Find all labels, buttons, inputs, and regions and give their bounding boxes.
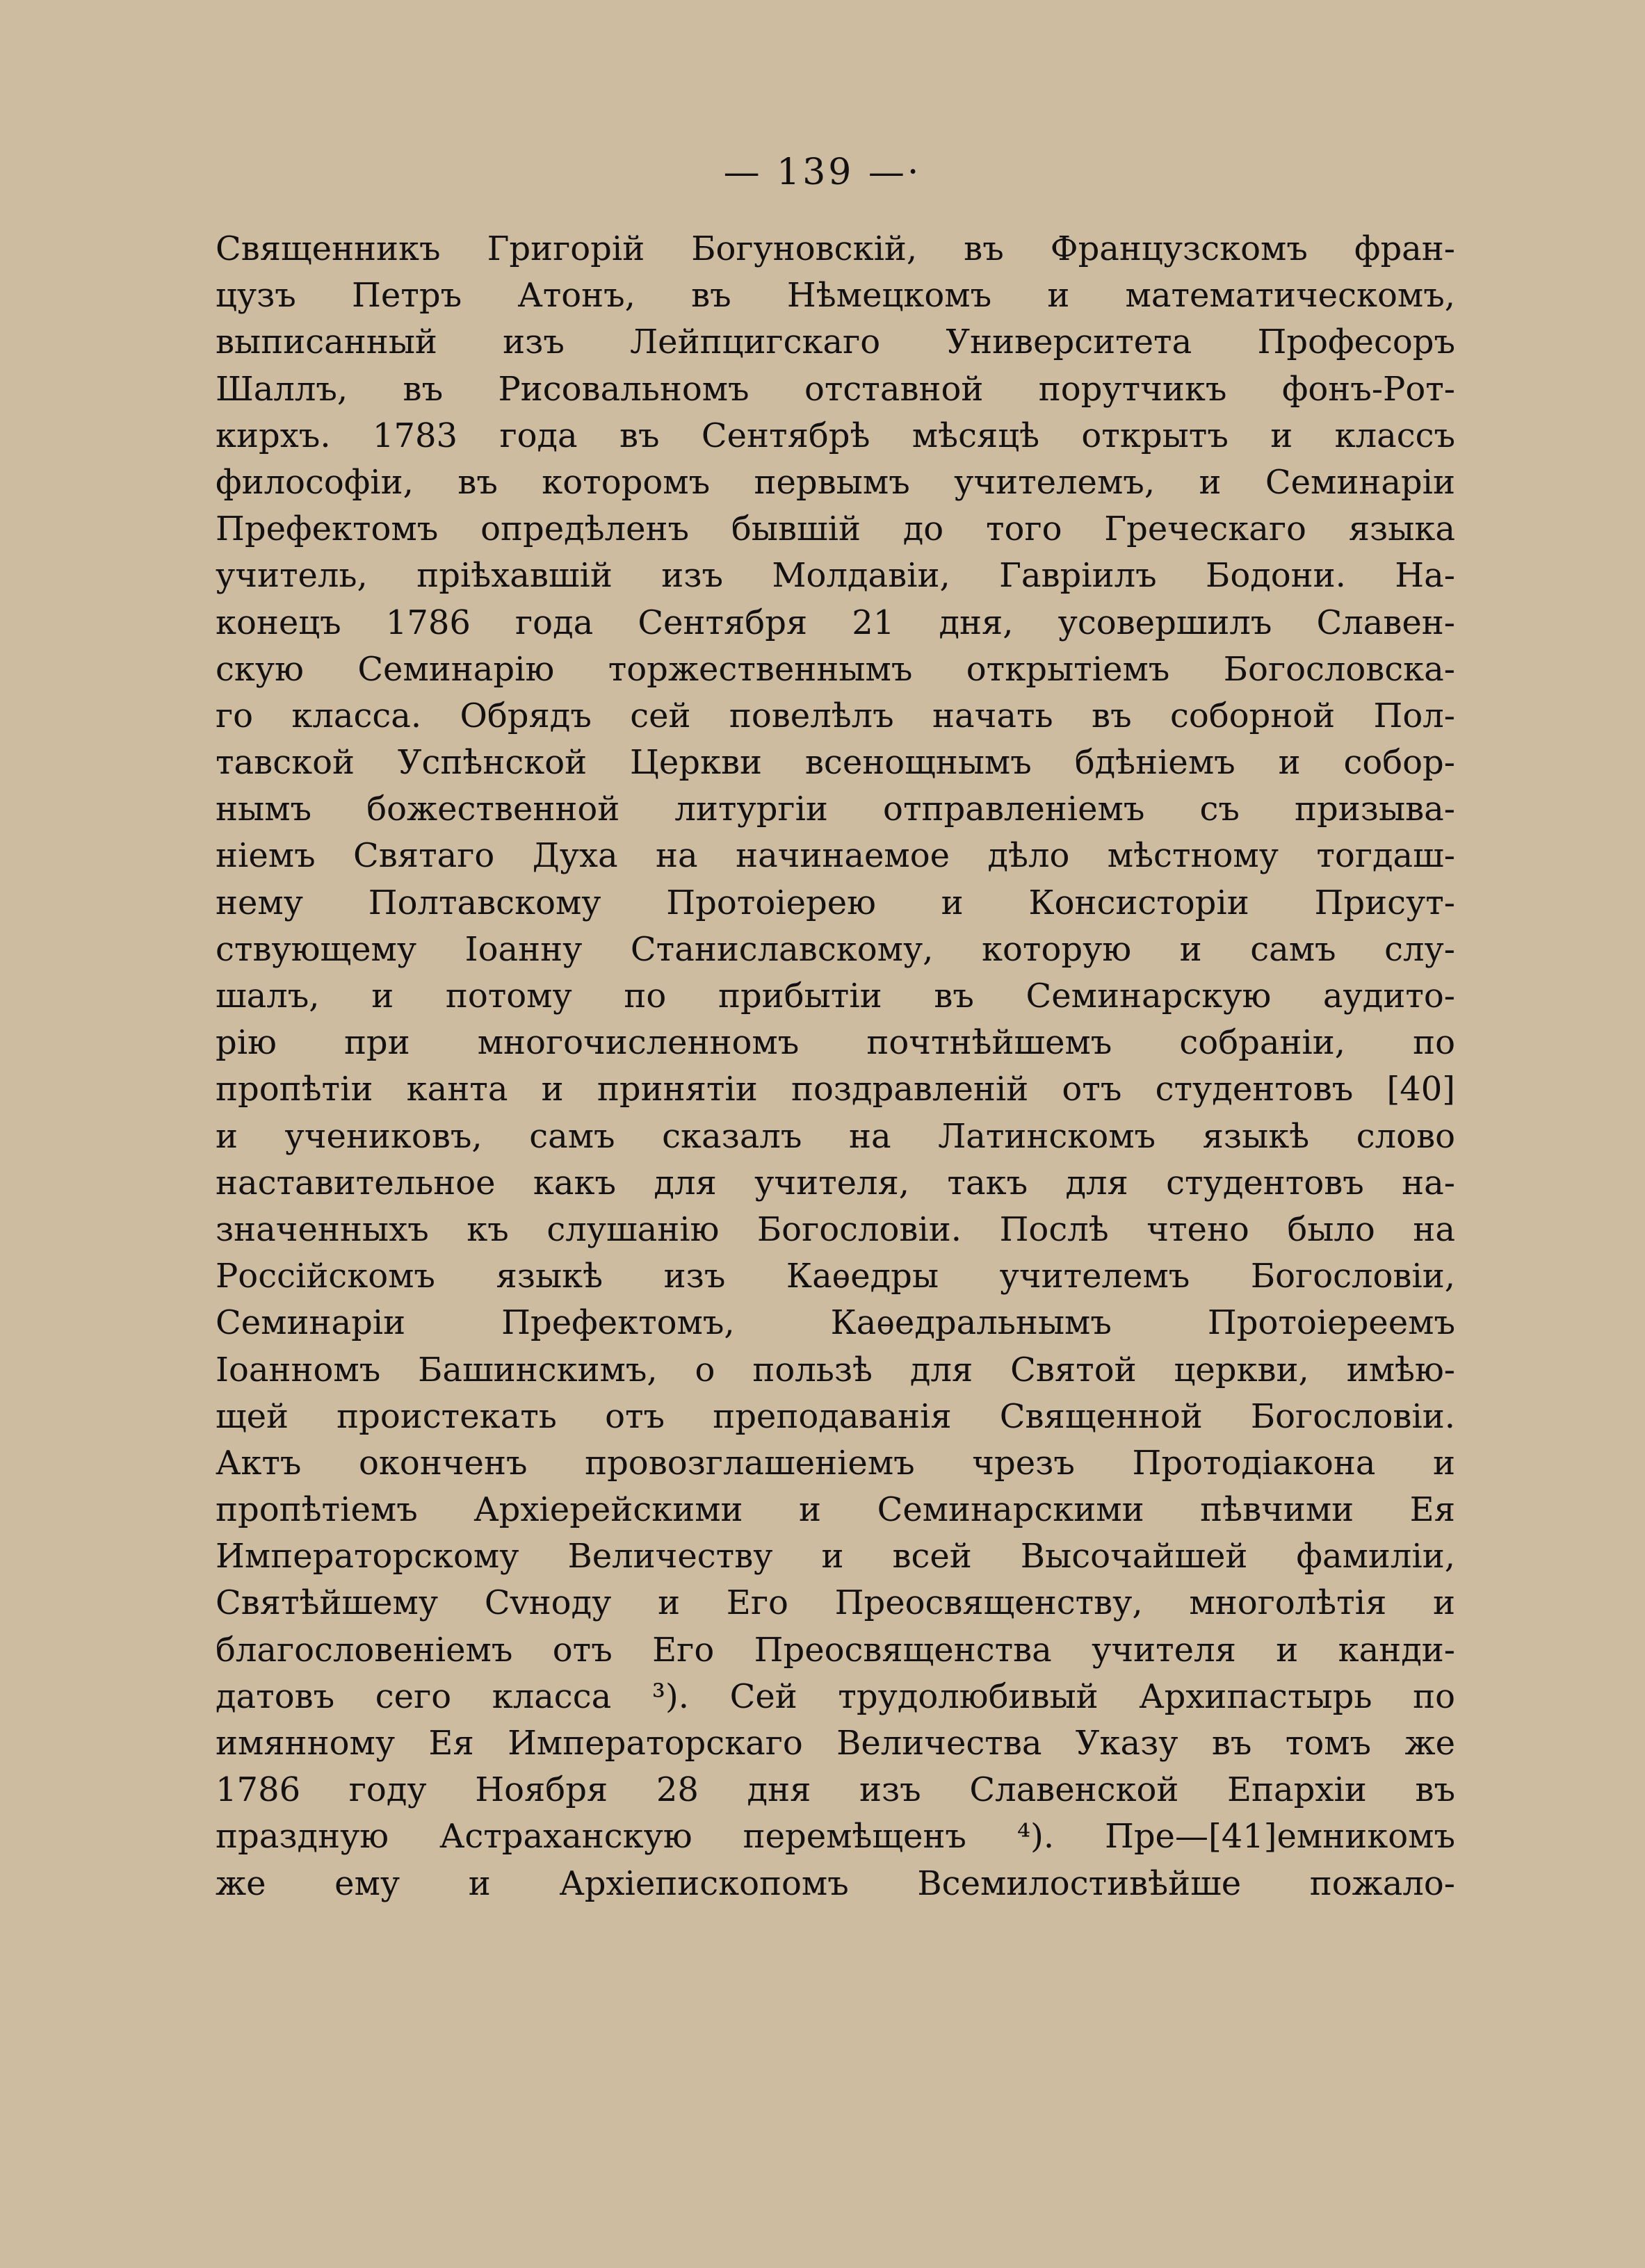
text-line: пропѣтіемъ Архіерейскими и Семинарскими пѣвчими Ея — [216, 1490, 1455, 1530]
text-line: ствующему Іоанну Станиславскому, которую и самъ слу- — [216, 929, 1455, 969]
text-line: имянному Ея Императорскаго Величества Указу въ томъ же — [216, 1724, 1455, 1763]
text-line: же ему и Архіепископомъ Всемилостивѣйше пожало- — [216, 1863, 1455, 1903]
text-line: выписанный изъ Лейпцигскаго Университета Професоръ — [216, 323, 1455, 362]
text-line: тавской Успѣнской Церкви всенощнымъ бдѣніемъ и собор- — [216, 743, 1455, 783]
text-line: философіи, въ которомъ первымъ учителемъ, и Семинаріи — [216, 462, 1455, 502]
text-line: Шаллъ, въ Рисовальномъ отставной порутчикъ фонъ-Рот- — [216, 369, 1455, 409]
text-line: Россійскомъ языкѣ изъ Каѳедры учителемъ Богословіи, — [216, 1257, 1455, 1296]
text-line: ніемъ Святаго Духа на начинаемое дѣло мѣстному тогдаш- — [216, 836, 1455, 876]
text-line: го класса. Обрядъ сей повелѣлъ начать въ соборной Пол- — [216, 696, 1455, 735]
text-line: благословеніемъ отъ Его Преосвященства учителя и канди- — [216, 1630, 1455, 1670]
text-line: Священникъ Григорій Богуновскій, въ Французскомъ фран- — [216, 229, 1455, 268]
text-line: учитель, пріѣхавшій изъ Молдавіи, Гавріилъ Бодони. На- — [216, 556, 1455, 596]
text-line: 1786 году Ноября 28 дня изъ Славенской Епархіи въ — [216, 1770, 1455, 1810]
text-line: пропѣтіи канта и принятіи поздравленій отъ студентовъ [40] — [216, 1070, 1455, 1109]
text-line: Префектомъ опредѣленъ бывшій до того Греческаго языка — [216, 509, 1455, 549]
text-line: Іоанномъ Башинскимъ, о пользѣ для Святой церкви, имѣю- — [216, 1350, 1455, 1389]
text-line: конецъ 1786 года Сентября 21 дня, усовершилъ Славен- — [216, 603, 1455, 642]
text-line: кирхъ. 1783 года въ Сентябрѣ мѣсяцѣ открытъ и классъ — [216, 416, 1455, 455]
text-line: рію при многочисленномъ почтнѣйшемъ собраніи, по — [216, 1023, 1455, 1063]
text-line: Актъ оконченъ провозглашеніемъ чрезъ Протодіакона и — [216, 1443, 1455, 1483]
text-line: нымъ божественной литургіи отправленіемъ съ призыва- — [216, 790, 1455, 829]
text-line: скую Семинарію торжественнымъ открытіемъ Богословска- — [216, 649, 1455, 689]
text-line: щей проистекать отъ преподаванія Священной Богословіи. — [216, 1396, 1455, 1436]
text-line: Святѣйшему Сvноду и Его Преосвященству, многолѣтія и — [216, 1583, 1455, 1623]
text-line: значенныхъ къ слушанію Богословіи. Послѣ чтено было на — [216, 1209, 1455, 1249]
body-text — [216, 226, 1455, 1907]
text-line: Императорскому Величеству и всей Высочайшей фамиліи, — [216, 1537, 1455, 1576]
text-line: праздную Астраханскую перемѣщенъ ⁴). Пре—[41]емникомъ — [216, 1817, 1455, 1857]
text-line: нему Полтавскому Протоіерею и Консисторіи Присут- — [216, 883, 1455, 922]
text-line: датовъ сего класса ³). Сей трудолюбивый Архипастырь по — [216, 1676, 1455, 1716]
text-line: цузъ Петръ Атонъ, въ Нѣмецкомъ и математическомъ, — [216, 276, 1455, 316]
text-line: наставительное какъ для учителя, такъ для студентовъ на- — [216, 1163, 1455, 1202]
text-line: шалъ, и потому по прибытіи въ Семинарскую аудито- — [216, 977, 1455, 1015]
text-line: Семинаріи Префектомъ, Каѳедральнымъ Протоіереемъ — [216, 1303, 1455, 1343]
page-number: — 139 —· — [723, 152, 922, 193]
text-line: и учениковъ, самъ сказалъ на Латинскомъ языкѣ слово — [216, 1116, 1455, 1156]
